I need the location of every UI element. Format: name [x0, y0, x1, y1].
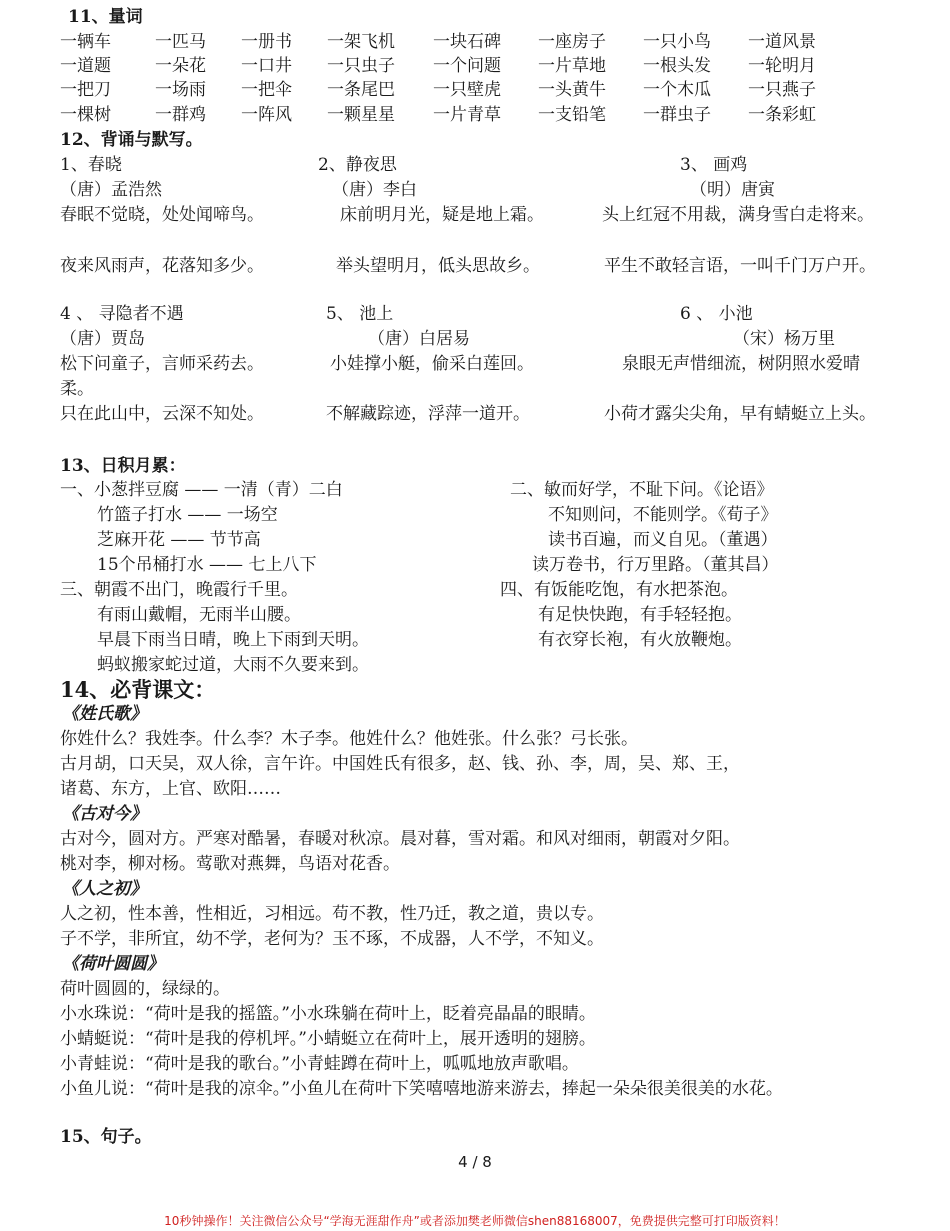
poem-line: 平生不敢轻言语，一叫千门万户开。: [604, 256, 876, 276]
measure-word-item: 一只小鸟: [643, 32, 711, 52]
saying-line: 四、有饭能吃饱，有水把茶泡。: [500, 580, 738, 600]
text-line: 诸葛、东方，上官、欧阳……: [60, 779, 281, 799]
poem-title: 3、 画鸡: [680, 155, 748, 175]
section-15-heading: 15、句子。: [60, 1127, 152, 1147]
measure-word-item: 一块石碑: [433, 32, 501, 52]
measure-word-item: 一把刀: [60, 80, 111, 100]
section-11-heading: 11、量词: [68, 7, 143, 27]
text-line: 子不学，非所宜，幼不学，老何为？玉不琢，不成器，人不学，不知义。: [60, 929, 604, 949]
text-line: 桃对李，柳对杨。莺歌对燕舞，鸟语对花香。: [60, 854, 400, 874]
measure-word-item: 一群鸡: [155, 105, 206, 125]
text-line: 古月胡，口天吴，双人徐，言午许。中国姓氏有很多，赵、钱、孙、李，周，吴、郑、王，: [60, 754, 740, 774]
text-line: 小水珠说：“荷叶是我的摇篮。”小水珠躺在荷叶上，眨着亮晶晶的眼睛。: [60, 1004, 596, 1024]
poem-title: 5、 池上: [326, 304, 394, 324]
measure-word-item: 一条彩虹: [748, 105, 816, 125]
saying-line: 三、朝霞不出门，晚霞行千里。: [60, 580, 298, 600]
measure-word-item: 一册书: [241, 32, 292, 52]
measure-word-item: 一棵树: [60, 105, 111, 125]
measure-word-item: 一架飞机: [327, 32, 395, 52]
measure-word-item: 一根头发: [643, 56, 711, 76]
poem-line: 只在此山中，云深不知处。: [60, 404, 264, 424]
measure-word-item: 一头黄牛: [538, 80, 606, 100]
saying-line: 芝麻开花 —— 节节高: [97, 530, 261, 550]
poem-author: （明）唐寅: [690, 180, 775, 200]
poem-line: 小娃撑小艇，偷采白莲回。: [330, 354, 534, 374]
poem-author: （唐）孟浩然: [60, 180, 162, 200]
measure-word-item: 一群虫子: [643, 105, 711, 125]
measure-word-item: 一轮明月: [748, 56, 816, 76]
measure-word-item: 一个木瓜: [643, 80, 711, 100]
measure-word-item: 一只虫子: [327, 56, 395, 76]
measure-word-item: 一阵风: [241, 105, 292, 125]
poem-author: （唐）贾岛: [60, 329, 145, 349]
section-13-heading: 13、日积月累：: [60, 456, 186, 476]
poem-line: 松下问童子，言师采药去。: [60, 354, 264, 374]
saying-line: 一、小葱拌豆腐 —— 一清（青）二白: [60, 480, 343, 500]
saying-line: 有足快快跑，有手轻轻抱。: [538, 605, 742, 625]
measure-word-item: 一座房子: [538, 32, 606, 52]
poem-line: 不解藏踪迹，浮萍一道开。: [326, 404, 530, 424]
section-12-heading: 12、背诵与默写。: [60, 130, 203, 150]
measure-word-item: 一个问题: [433, 56, 501, 76]
saying-line: 读万卷书，行万里路。（董其昌）: [532, 555, 779, 575]
text-line: 人之初，性本善，性相近，习相远。苟不教，性乃迁，教之道，贵以专。: [60, 904, 604, 924]
poem-author: （宋）杨万里: [733, 329, 835, 349]
page-number: 4 / 8: [458, 1153, 492, 1171]
text-line: 你姓什么？我姓李。什么李？木子李。他姓什么？他姓张。什么张？弓长张。: [60, 729, 638, 749]
measure-word-item: 一只燕子: [748, 80, 816, 100]
poem-line-wrap: 柔。: [60, 379, 94, 399]
saying-line: 竹篮子打水 —— 一场空: [97, 505, 278, 525]
poem-author: （唐）李白: [332, 180, 417, 200]
saying-line: 早晨下雨当日晴，晚上下雨到天明。: [97, 630, 369, 650]
text-line: 古对今，圆对方。严寒对酷暑，春暖对秋凉。晨对暮，雪对霜。和风对细雨，朝霞对夕阳。: [60, 829, 740, 849]
saying-line: 二、敏而好学，不耻下问。《论语》: [510, 480, 774, 500]
text-title: 《人之初》: [62, 879, 147, 899]
measure-word-item: 一道风景: [748, 32, 816, 52]
measure-word-item: 一口井: [241, 56, 292, 76]
measure-word-item: 一辆车: [60, 32, 111, 52]
poem-line: 头上红冠不用裁，满身雪白走将来。: [602, 205, 874, 225]
poem-author: （唐）白居易: [368, 329, 470, 349]
measure-word-item: 一片青草: [433, 105, 501, 125]
poem-title: 6 、 小池: [680, 304, 753, 324]
measure-word-item: 一把伞: [241, 80, 292, 100]
poem-line: 举头望明月，低头思故乡。: [336, 256, 540, 276]
saying-line: 有雨山戴帽，无雨半山腰。: [97, 605, 301, 625]
measure-word-item: 一片草地: [538, 56, 606, 76]
poem-line: 春眠不觉晓，处处闻啼鸟。: [60, 205, 264, 225]
poem-title: 2、静夜思: [318, 155, 397, 175]
text-line: 小青蛙说：“荷叶是我的歌台。”小青蛙蹲在荷叶上，呱呱地放声歌唱。: [60, 1054, 579, 1074]
measure-word-item: 一场雨: [155, 80, 206, 100]
saying-line: 蚂蚁搬家蛇过道，大雨不久要来到。: [97, 655, 369, 675]
measure-word-item: 一支铅笔: [538, 105, 606, 125]
saying-line: 不知则问，不能则学。《荀子》: [548, 505, 778, 525]
measure-word-item: 一颗星星: [327, 105, 395, 125]
poem-line: 夜来风雨声，花落知多少。: [60, 256, 264, 276]
poem-line: 小荷才露尖尖角，早有蜻蜓立上头。: [604, 404, 876, 424]
saying-line: 15个吊桶打水 —— 七上八下: [97, 555, 317, 575]
poem-line: 泉眼无声惜细流，树阴照水爱晴: [622, 354, 860, 374]
saying-line: 读书百遍，而义自见。（董遇）: [548, 530, 778, 550]
measure-word-item: 一朵花: [155, 56, 206, 76]
measure-word-item: 一道题: [60, 56, 111, 76]
text-title: 《古对今》: [62, 804, 147, 824]
footer-promo-text: 10秒钟操作！关注微信公众号“学海无涯甜作舟”或者添加樊老师微信shen88168007，免费提供完整可打印版资料！: [164, 1214, 786, 1228]
saying-line: 有衣穿长袍，有火放鞭炮。: [538, 630, 742, 650]
text-title: 《姓氏歌》: [62, 704, 147, 724]
measure-word-item: 一条尾巴: [327, 80, 395, 100]
poem-title: 4 、 寻隐者不遇: [60, 304, 184, 324]
section-14-heading: 14、必背课文：: [60, 677, 216, 702]
text-title: 《荷叶圆圆》: [62, 954, 164, 974]
measure-word-item: 一匹马: [155, 32, 206, 52]
text-line: 荷叶圆圆的，绿绿的。: [60, 979, 230, 999]
measure-word-item: 一只壁虎: [433, 80, 501, 100]
poem-line: 床前明月光，疑是地上霜。: [340, 205, 544, 225]
poem-title: 1、春晓: [60, 155, 122, 175]
text-line: 小蜻蜓说：“荷叶是我的停机坪。”小蜻蜓立在荷叶上，展开透明的翅膀。: [60, 1029, 596, 1049]
text-line: 小鱼儿说：“荷叶是我的凉伞。”小鱼儿在荷叶下笑嘻嘻地游来游去，捧起一朵朵很美很美的水花。: [60, 1079, 783, 1099]
